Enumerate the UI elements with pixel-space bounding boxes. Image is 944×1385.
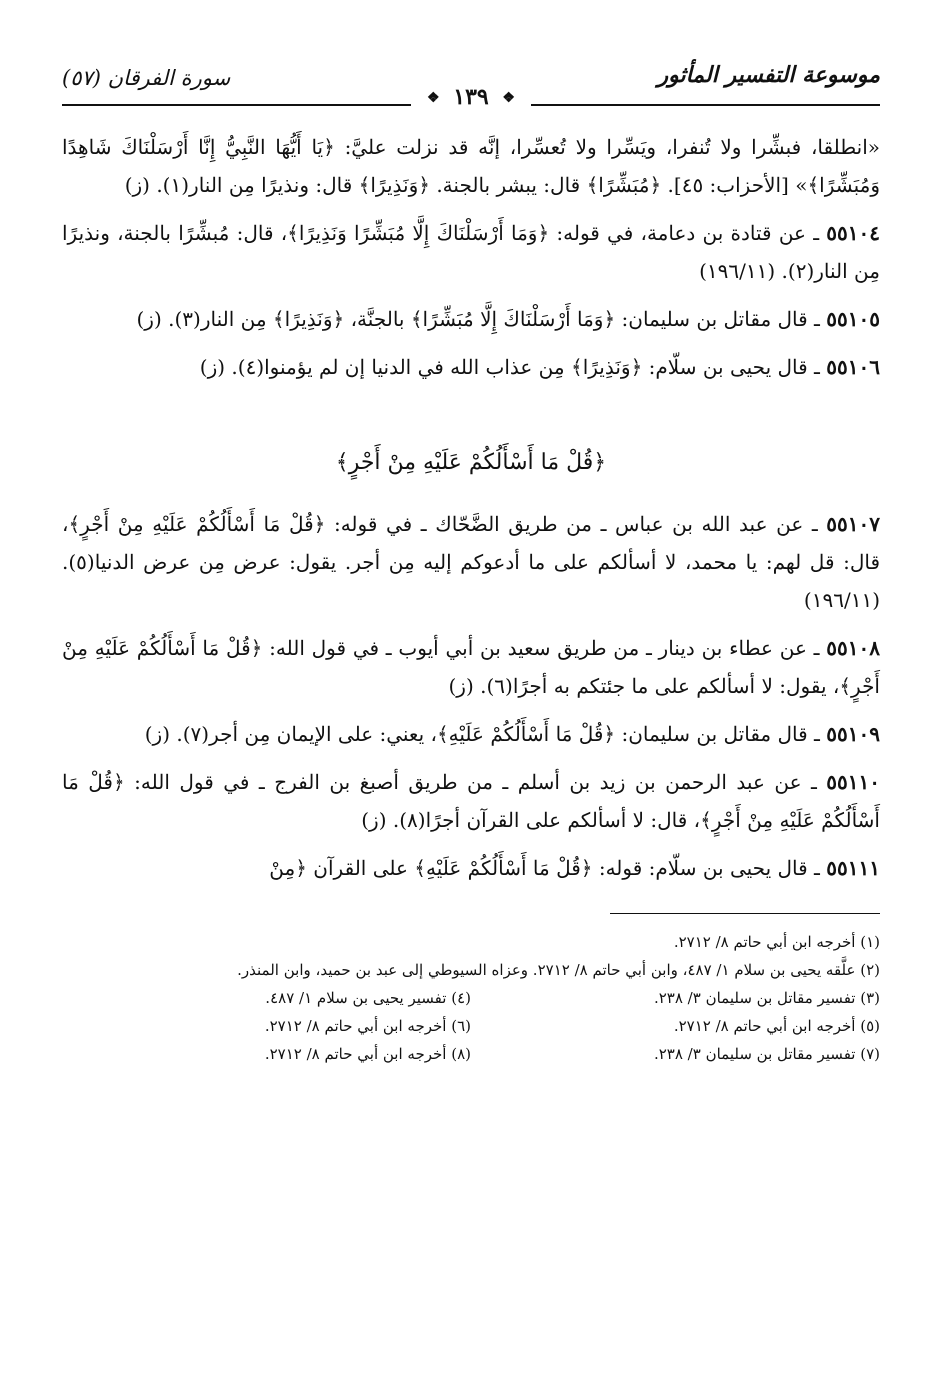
- paragraph: [62, 128, 880, 204]
- paragraph-text: ـ عن عبد الرحمن بن زيد بن أسلم ـ من طريق أصبغ بن الفرج ـ في قول الله: ﴿قُلْ مَا أَسْأَلُكُمْ عَلَيْهِ مِنْ أَجْرٍ﴾، قال: لا أسألكم على القرآن أجرًا(٨). (ز): [62, 770, 880, 832]
- footnotes: [62, 928, 880, 1068]
- hadith-number: ٥٥١١٠: [826, 770, 881, 794]
- paragraph: [62, 505, 880, 619]
- footnote-row: [62, 1040, 880, 1068]
- paragraph-text: ـ عن عبد الله بن عباس ـ من طريق الضَّحّاك ـ في قوله: ﴿قُلْ مَا أَسْأَلُكُمْ عَلَيْهِ مِنْ أَجْرٍ﴾، قال: قل لهم: يا محمد، لا أسألكم على ما أدعوكم إليه مِن أجر. يقول: عرض مِن عرض الدنيا(٥). (١٩٦/١١): [62, 512, 880, 612]
- hadith-number: ٥٥١٠٩: [826, 722, 880, 746]
- footnote: (٨) أخرجه ابن أبي حاتم ٨/ ٢٧١٢.: [264, 1045, 471, 1063]
- footnote-row: [62, 1012, 880, 1040]
- paragraph: [62, 300, 880, 338]
- paragraph: [62, 715, 880, 753]
- hadith-number: ٥٥١٠٦: [826, 355, 880, 379]
- paragraph: [62, 214, 880, 290]
- footnote-row: [62, 984, 880, 1012]
- page-number-area: [62, 84, 880, 110]
- footnote: (٥) أخرجه ابن أبي حاتم ٨/ ٢٧١٢.: [673, 1017, 880, 1035]
- paragraph-text: ـ قال مقاتل بن سليمان: ﴿وَمَا أَرْسَلْنَاكَ إِلَّا مُبَشِّرًا﴾ بالجنَّة، ﴿وَنَذِيرًا﴾ مِن النار(٣). (ز): [136, 307, 820, 331]
- paragraph: [62, 348, 880, 386]
- paragraph-text: ـ قال يحيى بن سلّام: قوله: ﴿قُلْ مَا أَسْأَلُكُمْ عَلَيْهِ﴾ على القرآن ﴿مِنْ: [269, 856, 820, 880]
- surah-title: سورة الفرقان (٥٧): [62, 66, 231, 90]
- hadith-number: ٥٥١٠٤: [826, 221, 880, 245]
- footnote: (٣) تفسير مقاتل بن سليمان ٣/ ٢٣٨.: [653, 989, 880, 1007]
- ornament-icon: ❖: [502, 90, 515, 106]
- paragraph: [62, 849, 880, 887]
- book-title: موسوعة التفسير المأثور: [657, 62, 880, 88]
- paragraph-text: ـ عن قتادة بن دعامة، في قوله: ﴿وَمَا أَرْسَلْنَاكَ إِلَّا مُبَشِّرًا وَنَذِيرًا﴾، قال: مُبشِّرًا بالجنة، ونذيرًا مِن النار(٢). (١٩٦/١١): [62, 221, 880, 283]
- paragraph: [62, 629, 880, 705]
- page-body: [62, 128, 880, 1068]
- footnote: (٦) أخرجه ابن أبي حاتم ٨/ ٢٧١٢.: [264, 1017, 471, 1035]
- paragraph-text: ـ قال يحيى بن سلّام: ﴿وَنَذِيرًا﴾ مِن عذاب الله في الدنيا إن لم يؤمنوا(٤). (ز): [199, 355, 820, 379]
- hadith-number: ٥٥١١١: [826, 856, 880, 880]
- paragraph-text: ـ عن عطاء بن دينار ـ من طريق سعيد بن أبي أيوب ـ في قول الله: ﴿قُلْ مَا أَسْأَلُكُمْ عَلَيْهِ مِنْ أَجْرٍ﴾، يقول: لا أسألكم على ما جئتكم به أجرًا(٦). (ز): [62, 636, 880, 698]
- paragraph: [62, 763, 880, 839]
- paragraph-text: ـ قال مقاتل بن سليمان: ﴿قُلْ مَا أَسْأَلُكُمْ عَلَيْهِ﴾، يعني: على الإيمان مِن أجر(٧). (ز): [144, 722, 820, 746]
- footnote: (٤) تفسير يحيى بن سلام ١/ ٤٨٧.: [265, 989, 471, 1007]
- paragraph-text: «انطلقا، فبشِّرا ولا تُنفرا، ويَسِّرا ولا تُعسِّرا، إنَّه قد نزلت عليَّ: ﴿يَا أَيُّهَا النَّبِيُّ إِنَّا أَرْسَلْنَاكَ شَاهِدًا وَمُبَشِّرًا﴾» [الأحزاب: ٤٥]. ﴿مُبَشِّرًا﴾ قال: يبشر بالجنة. ﴿وَنَذِيرًا﴾ قال: ونذيرًا مِن النار(١). (ز): [62, 135, 880, 197]
- footnote: (١) أخرجه ابن أبي حاتم ٨/ ٢٧١٢.: [673, 933, 880, 951]
- footnote: (٢) علَّقه يحيى بن سلام ١/ ٤٨٧، وابن أبي حاتم ٨/ ٢٧١٢. وعزاه السيوطي إلى عبد بن حميد، وابن المنذر.: [237, 961, 880, 979]
- book-page: [62, 58, 880, 1358]
- footnote-divider: [610, 913, 880, 914]
- hadith-number: ٥٥١٠٧: [826, 512, 881, 536]
- section-heading: ﴿قُلْ مَا أَسْأَلُكُمْ عَلَيْهِ مِنْ أَجْرٍ﴾: [335, 450, 607, 475]
- page-number-box: [411, 84, 531, 110]
- hadith-number: ٥٥١٠٨: [826, 636, 880, 660]
- ornament-icon: ❖: [427, 90, 440, 106]
- footnote: (٧) تفسير مقاتل بن سليمان ٣/ ٢٣٨.: [653, 1045, 880, 1063]
- page-number: ١٣٩: [453, 84, 489, 110]
- hadith-number: ٥٥١٠٥: [826, 307, 880, 331]
